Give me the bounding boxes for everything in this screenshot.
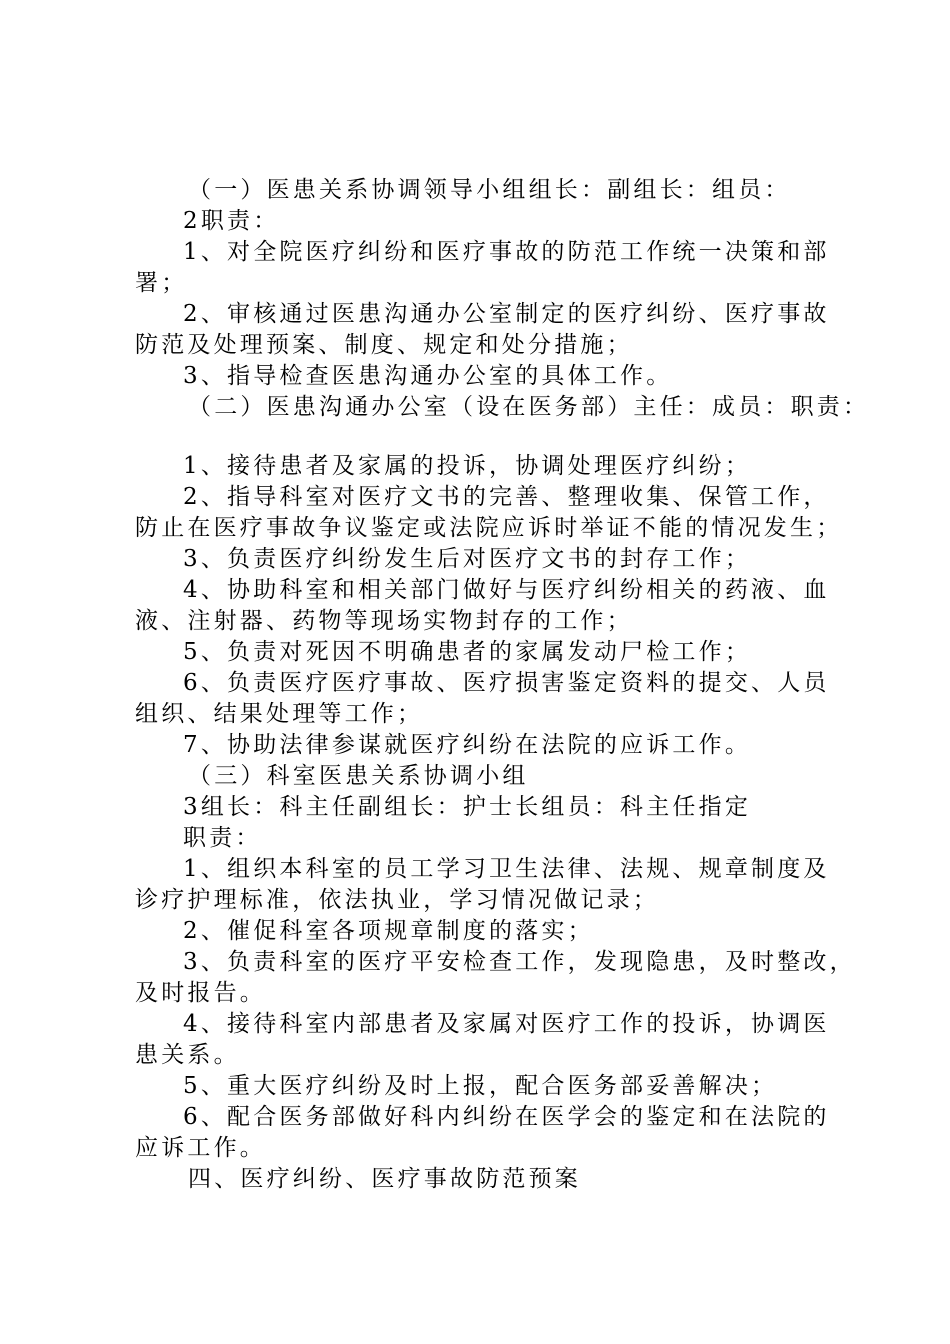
paragraph-line: 防止在医疗事故争议鉴定或法院应诉时举证不能的情况发生； [135,515,843,541]
section-heading-3: （三）科室医患关系协调小组 [188,763,529,789]
paragraph-line: 5、重大医疗纠纷及时上报，配合医务部妥善解决； [183,1073,778,1099]
paragraph-line: 3组长：科主任副组长：护士长组员：科主任指定 [183,794,752,820]
paragraph-line: 1、组织本科室的员工学习卫生法律、法规、规章制度及 [183,856,830,882]
paragraph-line: 组织、结果处理等工作； [135,701,424,727]
paragraph-line: 2、指导科室对医疗文书的完善、整理收集、保管工作， [183,484,830,510]
paragraph-line: 液、注射器、药物等现场实物封存的工作； [135,608,633,634]
paragraph-line: 6、负责医疗医疗事故、医疗损害鉴定资料的提交、人员 [183,670,830,696]
paragraph-line: 2、审核通过医患沟通办公室制定的医疗纠纷、医疗事故 [183,301,830,327]
paragraph-line: 诊疗护理标准，依法执业，学习情况做记录； [135,887,659,913]
paragraph-line: 5、负责对死因不明确患者的家属发动尸检工作； [183,639,752,665]
paragraph-line: 3、负责医疗纠纷发生后对医疗文书的封存工作； [183,546,752,572]
paragraph-line: 1、接待患者及家属的投诉，协调处理医疗纠纷； [183,453,752,479]
paragraph-line: 2、催促科室各项规章制度的落实； [183,918,594,944]
paragraph-line: 患关系。 [135,1042,240,1068]
paragraph-line: 7、协助法律参谋就医疗纠纷在法院的应诉工作。 [183,732,752,758]
paragraph-line: 4、协助科室和相关部门做好与医疗纠纷相关的药液、血 [183,577,830,603]
paragraph-line: 职责： [183,825,262,851]
paragraph-line: 3、负责科室的医疗平安检查工作，发现隐患，及时整改， [183,949,856,975]
paragraph-line: 3、指导检查医患沟通办公室的具体工作。 [183,363,673,389]
section-heading-2: （二）医患沟通办公室（设在医务部）主任：成员：职责： [188,394,870,420]
paragraph-line: 2职责： [183,208,280,234]
paragraph-line: 4、接待科室内部患者及家属对医疗工作的投诉，协调医 [183,1011,830,1037]
paragraph-line: 1、对全院医疗纠纷和医疗事故的防范工作统一决策和部 [183,239,830,265]
section-heading-1: （一）医患关系协调领导小组组长：副组长：组员： [188,177,791,203]
paragraph-line: 及时报告。 [135,980,266,1006]
paragraph-line: 署； [135,270,188,296]
section-heading-4: 四、医疗纠纷、医疗事故防范预案 [188,1166,581,1192]
paragraph-line: 应诉工作。 [135,1135,266,1161]
paragraph-line: 6、配合医务部做好科内纠纷在医学会的鉴定和在法院的 [183,1104,830,1130]
paragraph-line: 防范及处理预案、制度、规定和处分措施； [135,332,633,358]
